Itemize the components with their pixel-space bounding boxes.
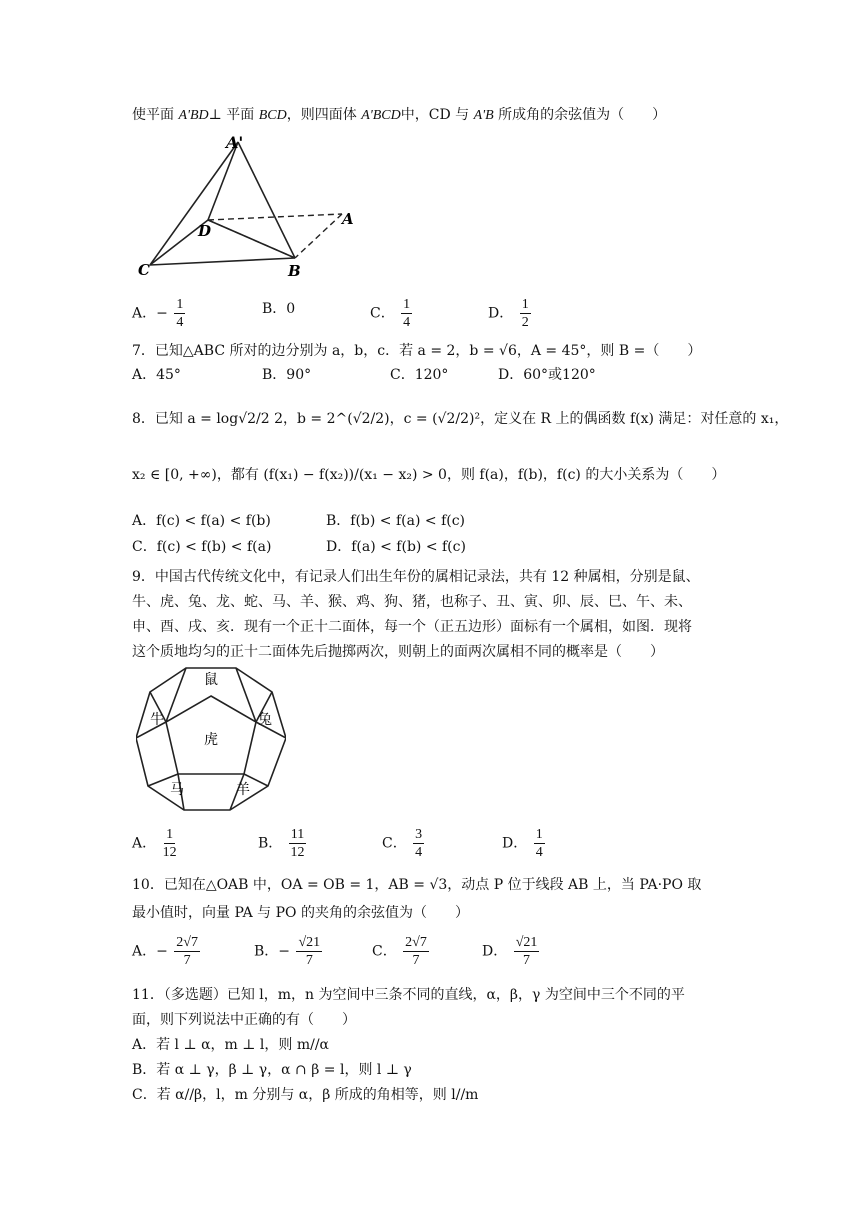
q8-option-b: B．f(b) < f(a) < f(c) [326, 513, 466, 529]
q9-option-a: A． $\frac{1}{12}$ [132, 827, 177, 860]
q6-stem: 使平面 A'BD⊥ 平面 BCD，则四面体 A'BCD中，CD 与 A'B 所成角的余弦值为（ ） [132, 107, 667, 123]
q6-option-d: D． $\frac{1}{2}$ [488, 297, 529, 330]
label-a: A [342, 210, 354, 228]
face-label-tiger: 虎 [204, 732, 218, 748]
label-d: D [198, 222, 212, 240]
q8-stem-line2: x₂ ∈ [0, +∞)，都有 (f(x₁) − f(x₂))/(x₁ − x₂) > 0，则 f(a)，f(b)，f(c) 的大小关系为（ ） [132, 467, 726, 483]
face-label-sheep: 羊 [236, 782, 250, 798]
label-c: C [138, 261, 150, 279]
q7-option-d: D．60°或120° [498, 367, 596, 383]
q9-option-b: B． $\frac{11}{12}$ [258, 827, 305, 860]
q7-stem: 7．已知△ABC 所对的边分别为 a，b，c．若 a = 2，b = √6，A = 45°，则 B =（ ） [132, 343, 702, 359]
q11-stem-line2: 面，则下列说法中正确的有（ ） [132, 1012, 356, 1028]
q11-stem-line1: 11．（多选题）已知 l，m，n 为空间中三条不同的直线，α，β，γ 为空间中三个不同的平 [132, 987, 685, 1003]
q10-option-d: D． $\frac{√21}{7}$ [482, 935, 538, 968]
q8-option-c: C．f(c) < f(b) < f(a) [132, 539, 272, 555]
q8-option-a: A．f(c) < f(a) < f(b) [132, 513, 271, 529]
dodecahedron-figure [136, 664, 286, 816]
q7-option-c: C．120° [390, 367, 449, 383]
q9-line-4: 这个质地均匀的正十二面体先后抛掷两次，则朝上的面两次属相不同的概率是（ ） [132, 644, 664, 660]
q7-option-b: B．90° [262, 367, 312, 383]
tetrahedron-figure [130, 130, 370, 280]
q10-option-b: B．− $\frac{√21}{7}$ [254, 935, 321, 968]
face-label-rat: 鼠 [204, 672, 218, 688]
q11-option-b: B．若 α ⊥ γ，β ⊥ γ，α ∩ β = l，则 l ⊥ γ [132, 1062, 412, 1078]
q8-option-d: D．f(a) < f(b) < f(c) [326, 539, 466, 555]
q6-option-c: C． $\frac{1}{4}$ [370, 297, 411, 330]
q7-option-a: A．45° [132, 367, 181, 383]
q10-stem-line2: 最小值时，向量 PA 与 PO 的夹角的余弦值为（ ） [132, 905, 469, 921]
q10-option-a: A．− $\frac{2√7}{7}$ [132, 935, 198, 968]
q6-option-a: A．− $\frac{1}{4}$ [132, 297, 184, 330]
q9-line-2: 牛、虎、兔、龙、蛇、马、羊、猴、鸡、狗、猪，也称子、丑、寅、卯、辰、巳、午、未、 [132, 594, 692, 610]
face-label-rabbit: 兔 [258, 712, 272, 728]
q9-option-c: C． $\frac{3}{4}$ [382, 827, 423, 860]
q10-option-c: C． $\frac{2√7}{7}$ [372, 935, 427, 968]
q6-option-b: B．0 [262, 301, 296, 317]
q8-stem-line1: 8．已知 a = log√2/2 2，b = 2^(√2/2)，c = (√2/2)²，定义在 R 上的偶函数 f(x) 满足：对任意的 x₁， [132, 411, 789, 427]
label-a1: A' [226, 133, 244, 152]
q9-line-1: 9．中国古代传统文化中，有记录人们出生年份的属相记录法，共有 12 种属相，分别是鼠、 [132, 569, 700, 585]
face-label-horse: 马 [170, 782, 184, 798]
q11-option-c: C．若 α//β，l，m 分别与 α，β 所成的角相等，则 l//m [132, 1087, 479, 1103]
face-label-ox: 牛 [150, 712, 164, 728]
q11-option-a: A．若 l ⊥ α，m ⊥ l，则 m//α [132, 1037, 329, 1053]
label-b: B [288, 262, 301, 280]
q10-stem-line1: 10．已知在△OAB 中，OA = OB = 1，AB = √3，动点 P 位于线段 AB 上，当 PA·PO 取 [132, 877, 702, 893]
q9-line-3: 申、酉、戌、亥．现有一个正十二面体，每一个（正五边形）面标有一个属相，如图．现将 [132, 619, 692, 635]
q9-option-d: D． $\frac{1}{4}$ [502, 827, 543, 860]
